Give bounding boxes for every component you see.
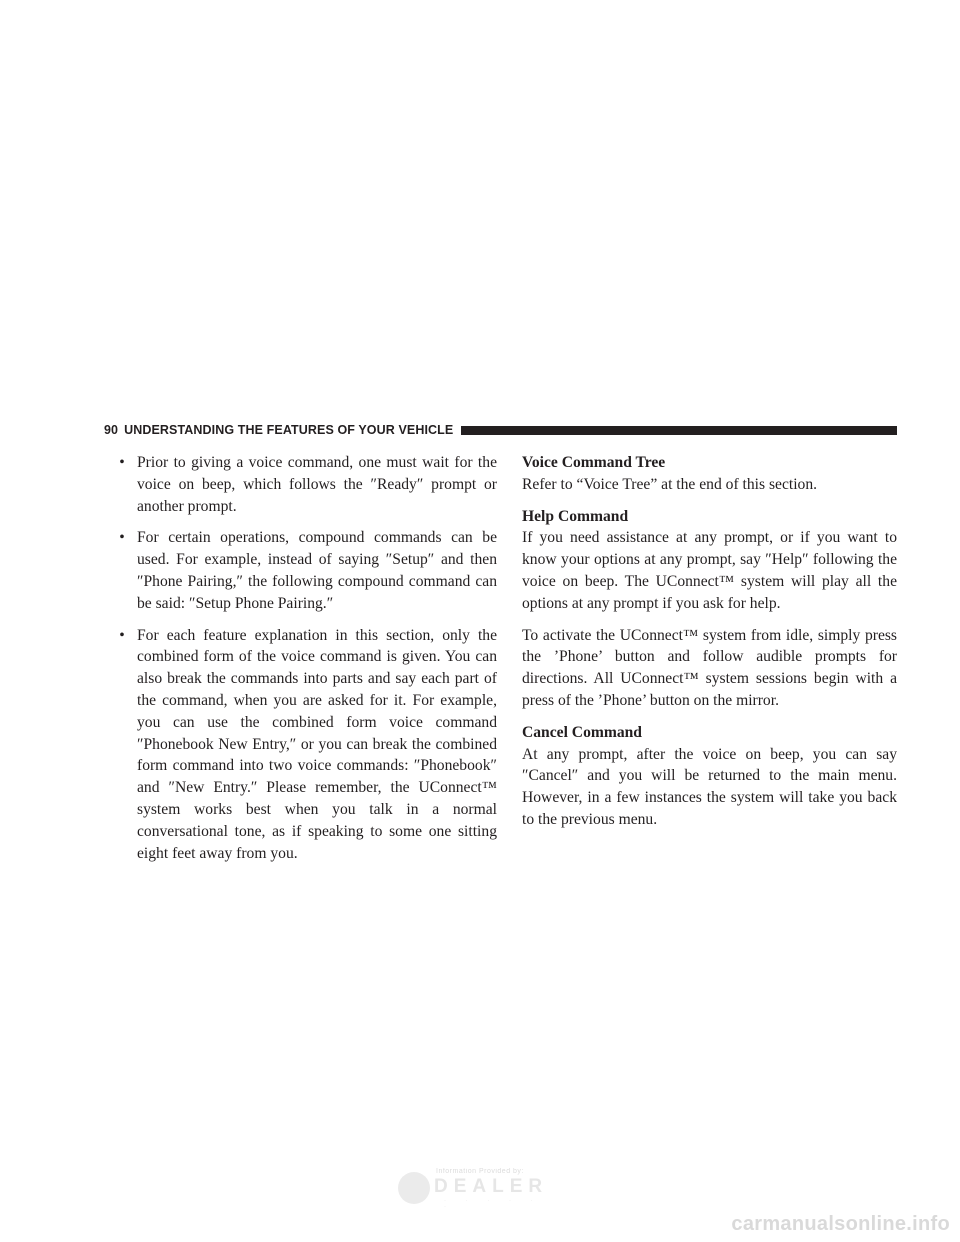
cancel-command-heading: Cancel Command [522, 723, 642, 741]
bullet-text: Prior to giving a voice command, one must wait for the voice on beep, which follows the ″Ready″ prompt or another prompt. [137, 454, 497, 515]
logo-brand: DEALER [434, 1176, 549, 1197]
bullet-icon: • [119, 529, 125, 547]
section-title: UNDERSTANDING THE FEATURES OF YOUR VEHICLE [124, 423, 454, 437]
right-column [522, 452, 897, 841]
help-command-text: If you need assistance at any prompt, or if you want to know your options at any prompt, say ″Help″ following the voice on beep. The UConnect™ system will play all the options at any prompt if you ask for help. [522, 529, 897, 612]
dealer-logo [398, 1168, 556, 1208]
activate-text: To activate the UConnect™ system from idle, simply press the ’Phone’ button and follow audible prompts for directions. All UConnect™ system sessions begin with a press of the ’Phone’ button on the mirror. [522, 626, 897, 709]
bullet-text: For certain operations, compound commands can be used. For example, instead of saying ″Setup″ and then ″Phone Pairing,″ the following compound command can be said: ″Setup Phone Pairing.″ [137, 529, 497, 612]
help-command-heading: Help Command [522, 507, 629, 525]
bullet-item [115, 452, 497, 517]
page-number: 90 [104, 423, 119, 437]
logo-dots: · · · · · · [444, 1198, 542, 1210]
site-watermark: carmanualsonline.info [731, 1213, 950, 1235]
voice-tree-text: Refer to “Voice Tree” at the end of this section. [522, 475, 818, 493]
voice-tree-heading: Voice Command Tree [522, 454, 666, 471]
left-column [115, 452, 497, 874]
bullet-icon: • [119, 454, 125, 471]
logo-caption: Information Provided by: [436, 1168, 524, 1175]
cancel-command-text: At any prompt, after the voice on beep, you can say ″Cancel″ and you will be returned to the main menu. However, in a few instances the system will take you back to the previous menu. [522, 745, 897, 828]
bullet-item [115, 527, 497, 614]
header-rule [461, 426, 897, 435]
page-header [104, 421, 897, 439]
bullet-icon: • [119, 626, 125, 644]
bullet-item [115, 625, 497, 865]
logo-emblem-icon [398, 1172, 430, 1204]
bullet-text: For each feature explanation in this section, only the combined form of the voice command is given. You can also break the commands into parts and say each part of the command, when you are asked for it. For example, you can use the combined form voice command ″Phonebook New Entry,″ or you can break the combined form command into two voice commands: ″Phonebook″ and ″New Entry.″ Please remember, the UConnect™ system works best when you talk in a normal conversational tone, as if speaking to some one sitting eight feet away from you. [137, 626, 497, 862]
